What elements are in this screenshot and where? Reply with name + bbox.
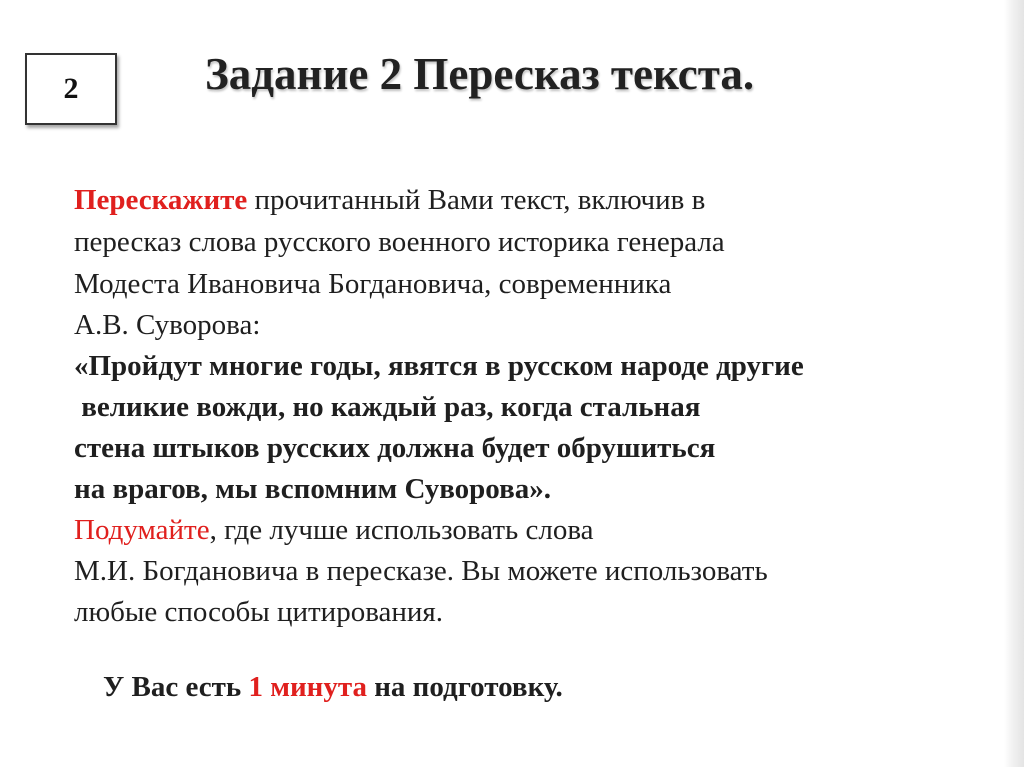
keyword-think: Подумайте [74,514,210,546]
task-number-box: 2 [25,53,117,125]
instruction-line-1 [74,183,705,217]
time-line [74,636,563,738]
instruction-text: прочитанный Вами текст, включив в [247,184,706,216]
instruction-line-4: А.В. Суворова: [74,309,261,341]
quote-line-1: «Пройдут многие годы, явятся в русском народе другие [74,350,804,382]
think-line-2: М.И. Богдановича в пересказе. Вы можете использовать [74,555,768,587]
time-text-start: У Вас есть [103,671,249,703]
instruction-line-2: пересказ слова русского военного историка генерала [74,226,725,258]
time-text-end: на подготовку. [366,671,563,703]
quote-line-4: на врагов, мы вспомним Суворова». [74,473,551,505]
slide-title: Задание 2 Пересказ текста. [205,49,755,99]
think-line-1 [74,513,594,547]
slide-edge-shadow [1004,0,1024,767]
time-value: 1 минута [248,671,367,703]
quote-line-2: великие вожди, но каждый раз, когда стальная [74,391,701,423]
think-line-3: любые способы цитирования. [74,596,444,628]
quote-line-3: стена штыков русских должна будет обрушиться [74,432,716,464]
instruction-line-3: Модеста Ивановича Богдановича, современника [74,268,672,300]
think-text: , где лучше использовать слова [209,514,594,546]
keyword-retell: Перескажите [74,184,248,216]
